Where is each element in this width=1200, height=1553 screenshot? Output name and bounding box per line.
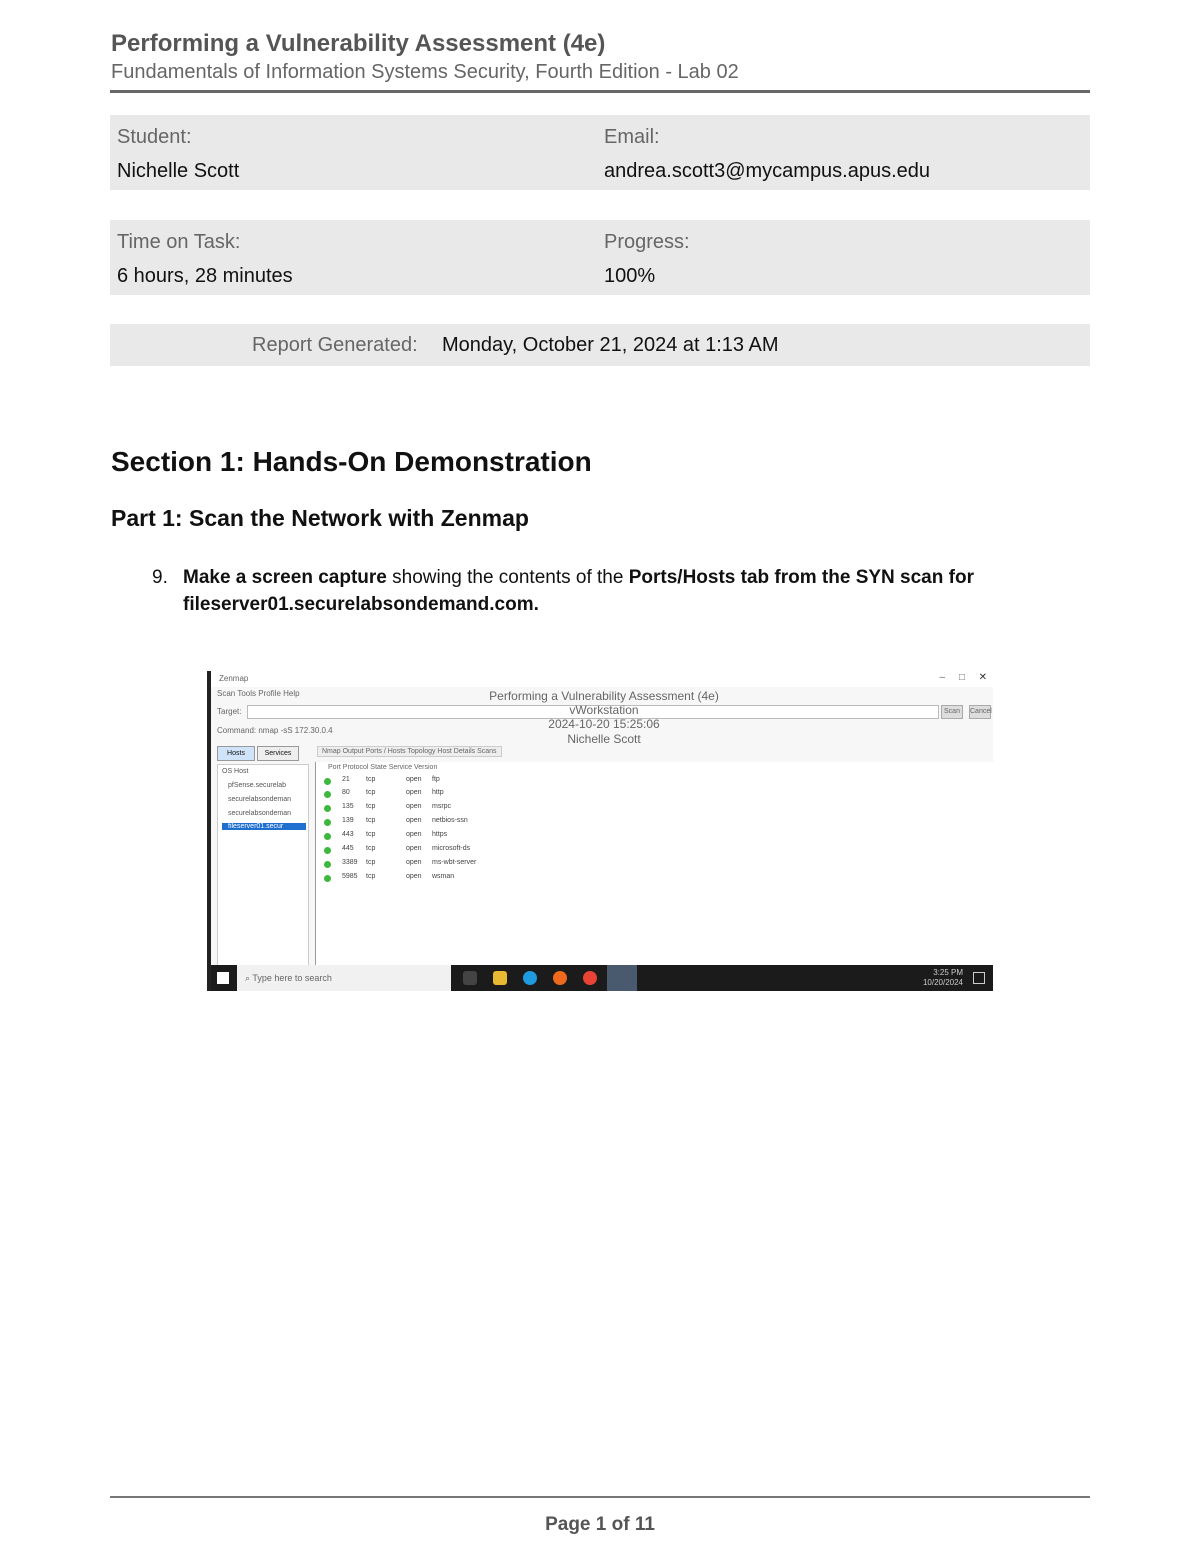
progress-value: 100% xyxy=(604,265,656,287)
file-explorer-icon xyxy=(493,971,507,985)
zenmap-screenshot xyxy=(207,671,993,991)
search-icon: ⌕ xyxy=(245,973,251,983)
open-status-icon xyxy=(324,847,331,854)
tab-services: Services xyxy=(257,746,299,761)
time-on-task-label: Time on Task: xyxy=(117,231,241,253)
tab-hosts: Hosts xyxy=(217,746,255,761)
host-item: securelabsondeman xyxy=(228,796,292,803)
host-item: pfSense.securelab xyxy=(228,782,286,789)
close-icon: ✕ xyxy=(978,672,987,683)
grid-header: Port Protocol State Service Version xyxy=(328,764,438,771)
step-number: 9. xyxy=(152,567,168,588)
task-view-icon xyxy=(463,971,477,985)
email-label: Email: xyxy=(604,126,660,148)
watermark-name: Nichelle Scott xyxy=(567,732,641,746)
open-status-icon xyxy=(324,875,331,882)
part-title: Part 1: Scan the Network with Zenmap xyxy=(111,505,529,531)
report-generated-box xyxy=(110,324,1090,366)
tray-time: 3:25 PM xyxy=(933,968,963,977)
document-subtitle: Fundamentals of Information Systems Security, Fourth Edition - Lab 02 xyxy=(111,61,739,83)
open-status-icon xyxy=(324,805,331,812)
step-plain-text: showing the contents of the xyxy=(386,567,629,588)
windows-taskbar xyxy=(211,965,993,991)
scan-button: Scan xyxy=(941,705,963,719)
cancel-button: Cancel xyxy=(969,705,991,719)
email-value: andrea.scott3@mycampus.apus.edu xyxy=(604,160,931,182)
windows-start-icon xyxy=(217,972,229,984)
student-label: Student: xyxy=(117,126,192,148)
open-status-icon xyxy=(324,791,331,798)
report-generated-label: Report Generated: xyxy=(252,334,418,356)
page-footer xyxy=(0,1514,1200,1536)
notification-icon xyxy=(973,972,985,984)
student-info-box xyxy=(110,115,1090,190)
progress-label: Progress: xyxy=(604,231,690,253)
search-placeholder: Type here to search xyxy=(252,973,332,983)
open-status-icon xyxy=(324,833,331,840)
watermark-timestamp: 2024-10-20 15:25:06 xyxy=(548,717,660,731)
tray-date: 10/20/2024 xyxy=(922,978,963,987)
watermark-machine: vWorkstation xyxy=(569,703,639,717)
document-title: Performing a Vulnerability Assessment (4e) xyxy=(111,30,606,57)
host-list-header: OS Host xyxy=(222,768,249,775)
menu-bar: Scan Tools Profile Help xyxy=(217,689,300,698)
page-number: Page 1 of 11 xyxy=(545,1514,655,1535)
section-title: Section 1: Hands-On Demonstration xyxy=(111,446,592,477)
command-line: Command: nmap -sS 172.30.0.4 xyxy=(217,726,333,735)
host-item: securelabsondeman xyxy=(228,810,292,817)
host-service-tabs xyxy=(217,746,307,760)
target-label: Target: xyxy=(217,707,242,716)
host-item-selected: fileserver01.secur xyxy=(222,823,306,830)
open-status-icon xyxy=(324,778,331,785)
header-divider xyxy=(110,90,1090,93)
system-tray xyxy=(923,968,963,988)
step-bold-1: Make a screen capture xyxy=(183,567,387,588)
footer-divider xyxy=(110,1496,1090,1498)
ports-hosts-grid: Port Protocol State Service Version 21 tcp open ftp 80 tcp open http 135 tcp open msrpc 139 tcp open netbios-ssn 443 tcp open https 445 tcp open microsoft-ds 3389 tcp open ms-wbt-server 5985 tcp open wsman xyxy=(315,762,993,967)
main-tabs: Nmap Output Ports / Hosts Topology Host Details Scans xyxy=(317,746,502,757)
student-name: Nichelle Scott xyxy=(117,160,240,182)
open-status-icon xyxy=(324,819,331,826)
minimize-icon: – xyxy=(939,672,945,683)
window-title: Zenmap xyxy=(219,674,249,683)
progress-info-box xyxy=(110,220,1090,295)
open-status-icon xyxy=(324,861,331,868)
watermark-title: Performing a Vulnerability Assessment (4e) xyxy=(489,689,719,703)
host-list xyxy=(217,764,309,966)
window-titlebar xyxy=(211,671,993,687)
report-generated-value: Monday, October 21, 2024 at 1:13 AM xyxy=(442,334,779,356)
firefox-icon xyxy=(553,971,567,985)
edge-icon xyxy=(523,971,537,985)
zenmap-taskbar-icon xyxy=(607,965,637,991)
chrome-icon xyxy=(583,971,597,985)
time-on-task-value: 6 hours, 28 minutes xyxy=(117,265,293,287)
maximize-icon: □ xyxy=(958,672,965,683)
step-text xyxy=(183,564,1088,618)
step-bold-2: Ports/Hosts tab from the SYN scan for fileserver01.securelabsondemand.com. xyxy=(183,567,974,615)
taskbar-search xyxy=(237,965,451,991)
